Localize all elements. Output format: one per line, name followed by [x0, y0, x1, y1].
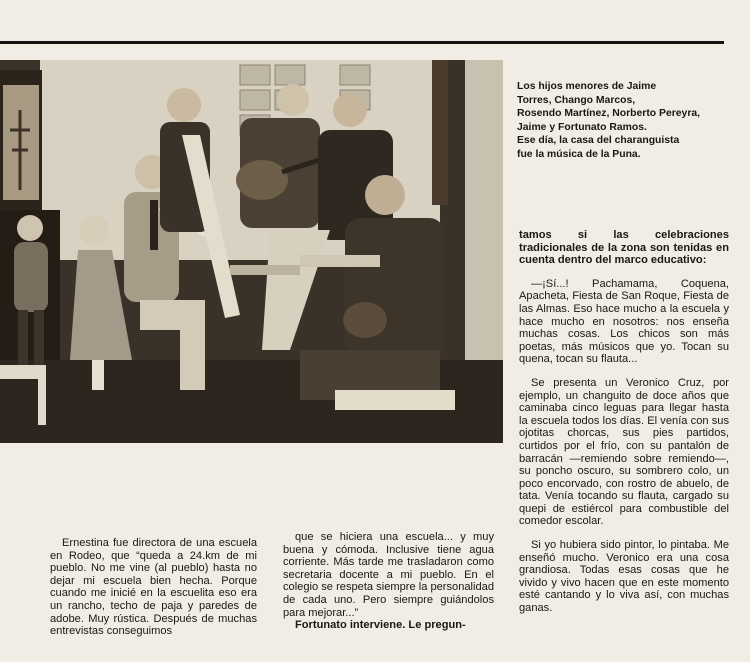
text-column-right: [519, 229, 729, 626]
text-column-middle: [283, 531, 494, 632]
top-rule: [0, 41, 724, 44]
photo-caption: Los hijos menores de Jaime Torres, Chango Marcos, Rosendo Martínez, Norberto Pereyra, Jaime y Fortunato Ramos. Ese día, la casa del charanguista fue la música de la Puna.: [517, 81, 701, 160]
paragraph: Se presenta un Veronico Cruz, por ejemplo, un changuito de doce años que caminaba cinco leguas para llegar hasta la escuela todos los días. El venía con sus ojotitas chorcas, sus pies partidos, curtidos por el frío, con su pantalón de barracán —remiendo sobre remiendo—, su poncho oscuro, su sombrero colo, un poco encorvado, con rostro de abuelo, de tata. Venía tocando su flauta, cargado su quepi de estiércol para combustible del comedor escolar.: [519, 376, 729, 528]
lead-paragraph: tamos si las celebraciones tradicionales de la zona son tenidas en cuenta dentro del marco educativo:: [519, 229, 729, 267]
paragraph: —¡Sí...! Pachamama, Coquena, Apacheta, Fiesta de San Roque, Fiesta de las Almas. Eso hace mucho a la escuela y hace mucho en nosotros: nos enseña muchas cosas. Los chicos son más poetas, más músicos que yo. Tocan su quena, tocan su flauta...: [519, 277, 729, 366]
bold-paragraph: Fortunato interviene. Le pregun-: [295, 619, 466, 632]
group-photo: [0, 60, 503, 443]
paragraph: Si yo hubiera sido pintor, lo pintaba. Me enseñó mucho. Veronico era una cosa grandiosa. Todas esas cosas que he vivido y vivo hacen que en este momento esté cantando y lo viva así, con muchas ganas.: [519, 539, 729, 615]
text-column-left: [50, 537, 257, 638]
paragraph: Ernestina fue directora de una escuela en Rodeo, que “queda a 24.km de mi pueblo. No me vine (al pueblo) hasta no dejar mi escuela bien hecha. Porque cuando me inicié en la escuelita eso era un rancho, techo de paja y paredes de adobe. Muy rústica. Después de muchas entrevistas conseguimos: [50, 537, 257, 638]
paragraph: que se hiciera una escuela... y muy buena y cómoda. Inclusive tiene agua corriente. Más tarde me trasladaron como secretaria docente a mi pueblo. En el colegio se respeta siempre la personalidad de cada uno. Pero siempre guiándolos para mejorar...”: [283, 531, 494, 619]
photo-illustration: [0, 60, 503, 443]
